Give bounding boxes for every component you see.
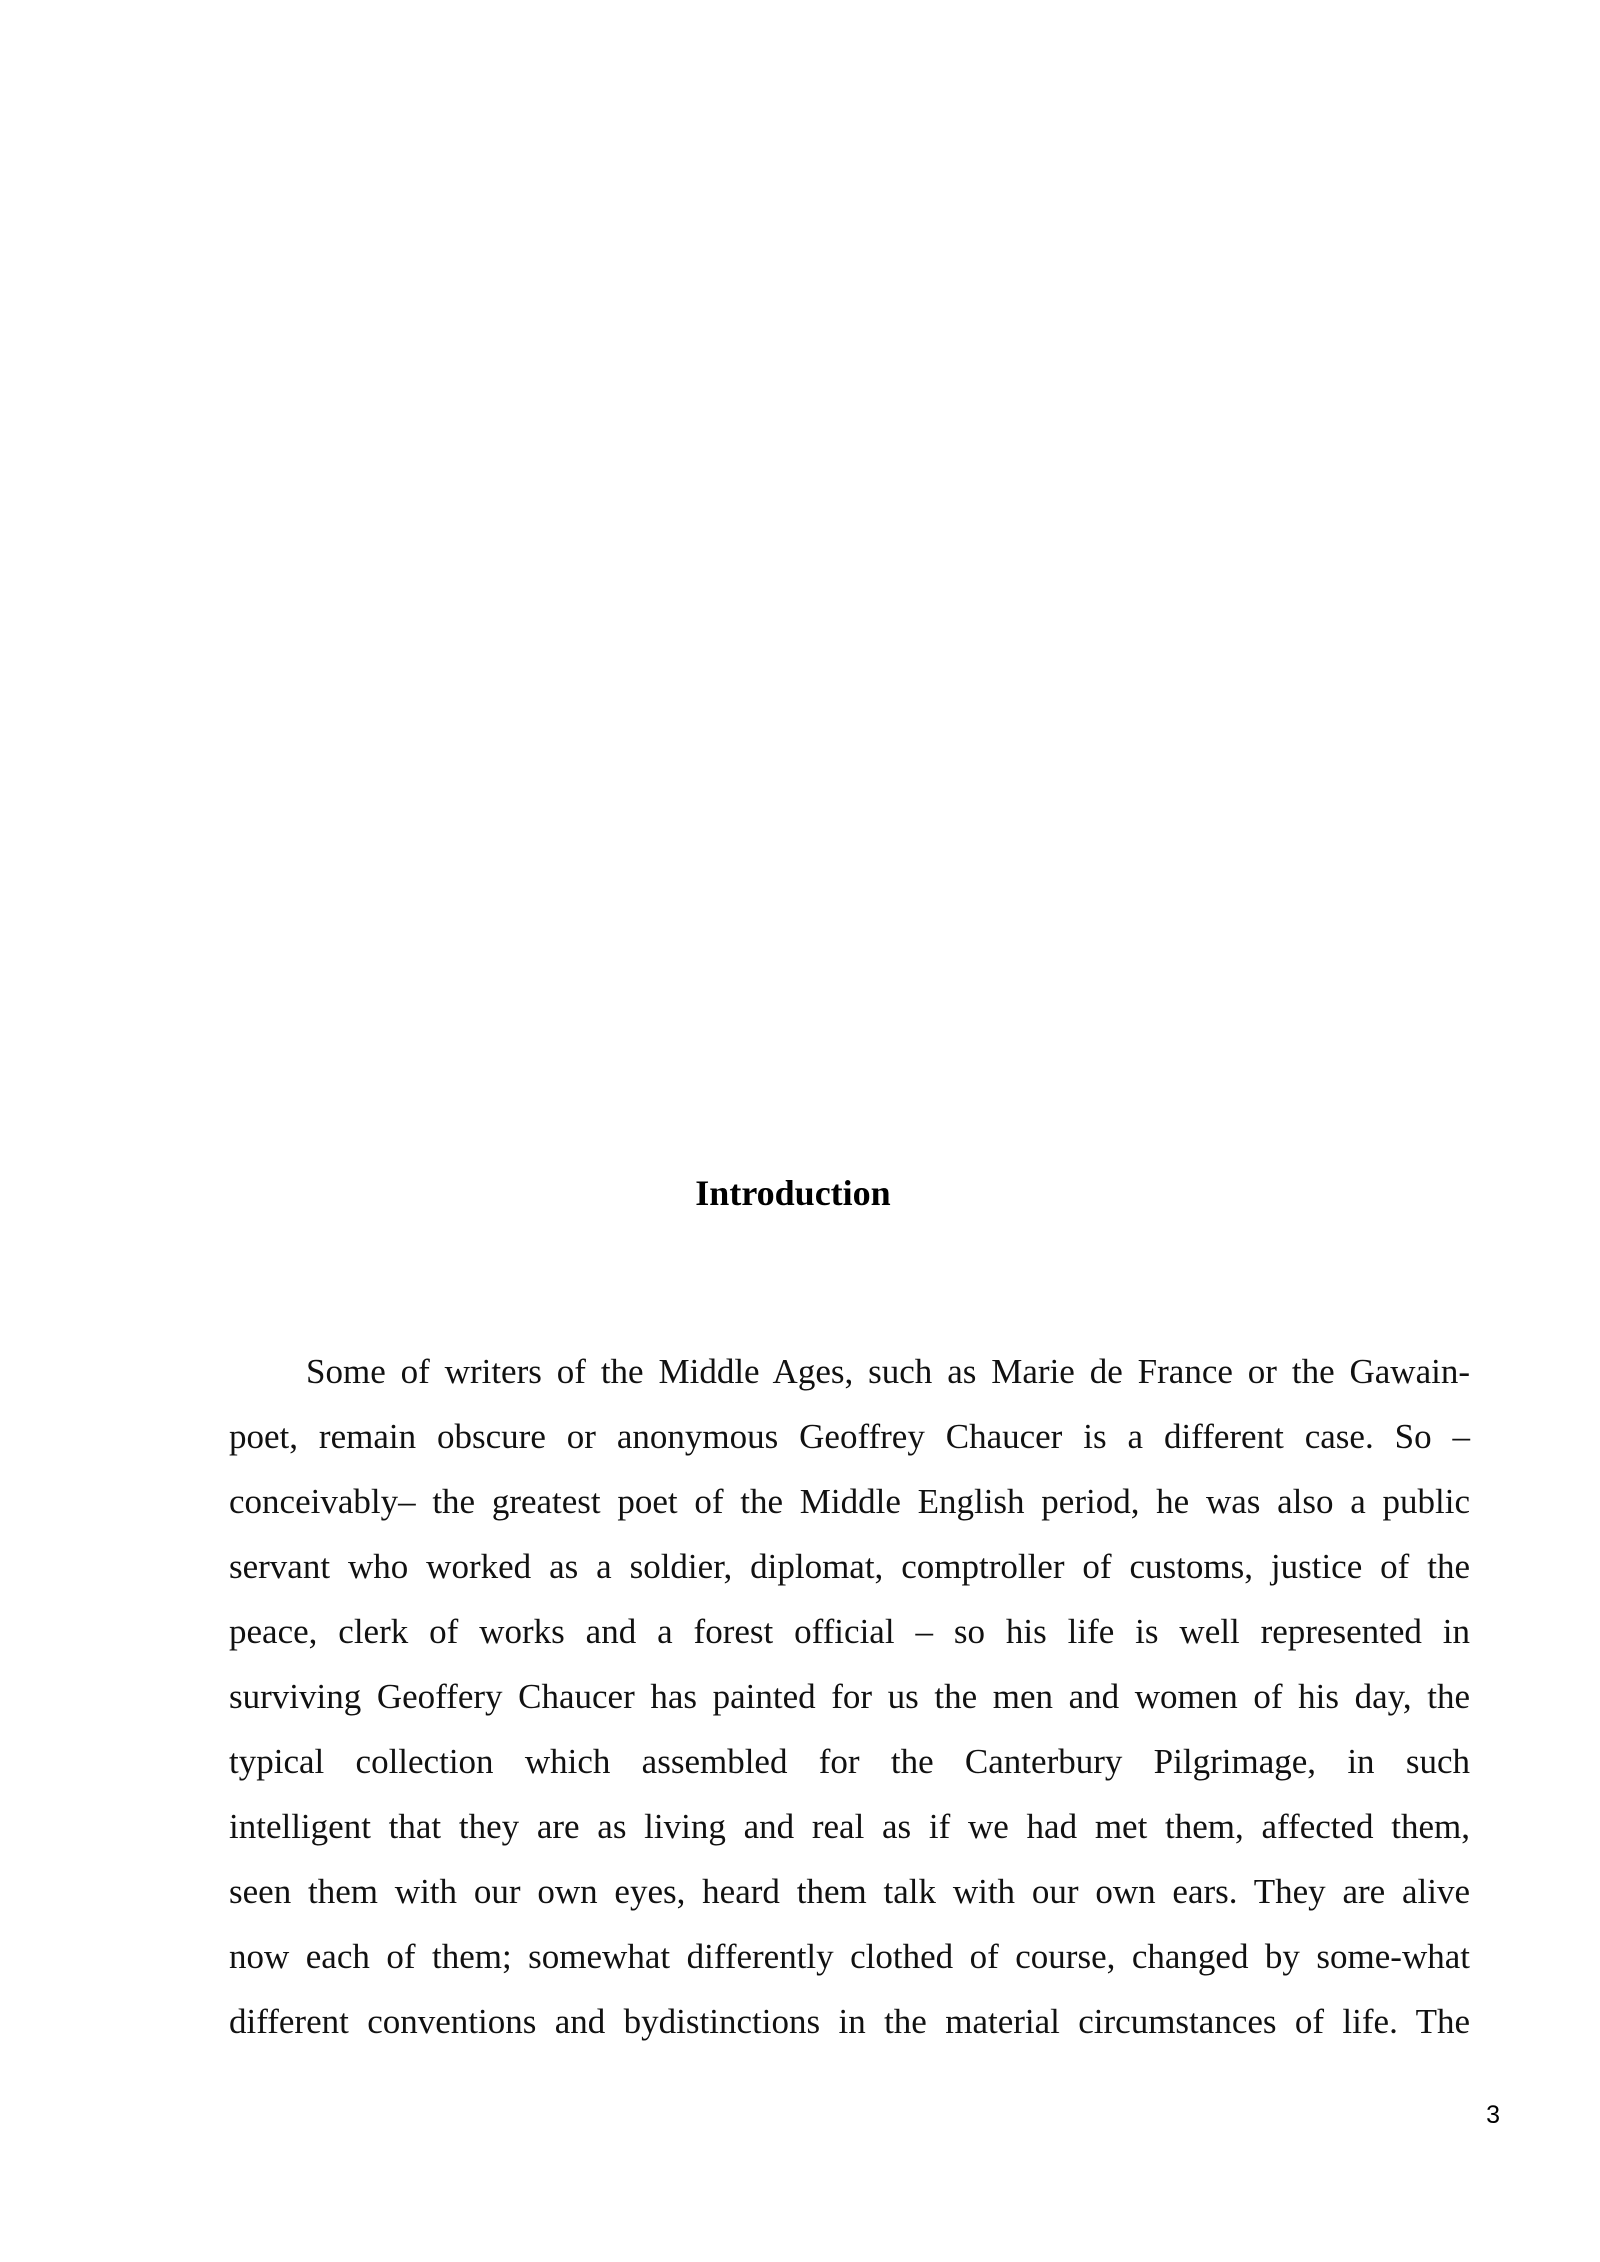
paragraph-line: conceivably– the greatest poet of the Middle English period, he was also a public [229,1482,1470,1521]
paragraph-line: seen them with our own eyes, heard them talk with our own ears. They are alive [229,1872,1470,1911]
body-paragraph [229,1339,1470,2054]
paragraph-line: Some of writers of the Middle Ages, such as Marie de France or the Gawain- [306,1352,1470,1391]
paragraph-line: typical collection which assembled for the Canterbury Pilgrimage, in such [229,1742,1470,1781]
paragraph-line: surviving Geoffery Chaucer has painted for us the men and women of his day, the [229,1677,1470,1716]
page-number: 3 [1486,2101,1500,2129]
paragraph-line: peace, clerk of works and a forest official – so his life is well represented in [229,1612,1470,1651]
section-heading: Introduction [695,1173,891,1213]
paragraph-line: now each of them; somewhat differently clothed of course, changed by some-what [229,1937,1470,1976]
paragraph-line: poet, remain obscure or anonymous Geoffrey Chaucer is a different case. So – [229,1417,1470,1456]
paragraph-line: different conventions and bydistinctions in the material circumstances of life. The [229,2002,1470,2041]
paragraph-line: intelligent that they are as living and real as if we had met them, affected them, [229,1807,1470,1846]
paragraph-line: servant who worked as a soldier, diplomat, comptroller of customs, justice of the [229,1547,1470,1586]
